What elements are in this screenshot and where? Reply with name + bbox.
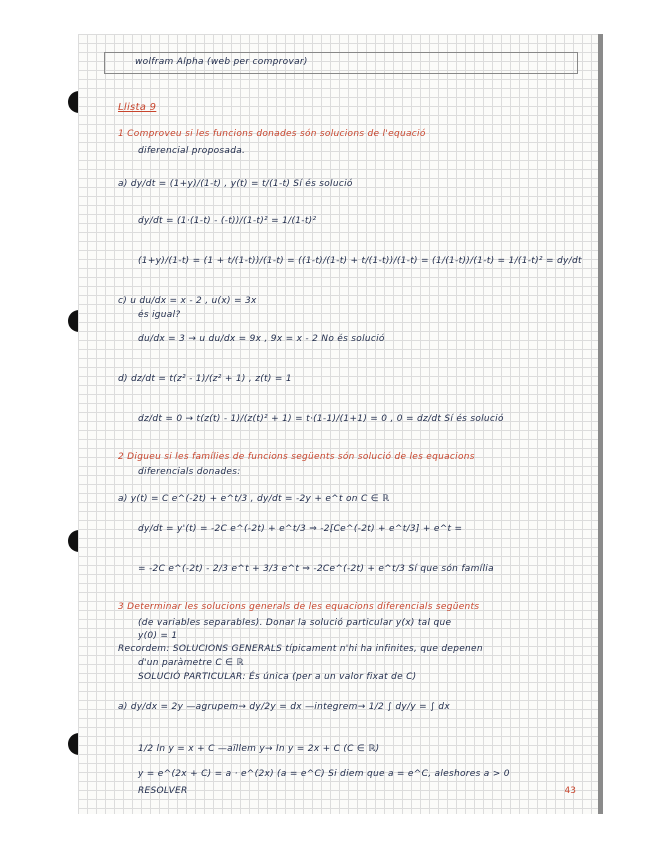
text-line: 2 Digueu si les famílies de funcions següents són solució de les equacions (118, 452, 475, 462)
text-line: y(0) = 1 (138, 631, 178, 641)
text-line: diferencials donades: (138, 467, 241, 477)
page-title: Llista 9 (118, 102, 157, 113)
text-line: dz/dt = 0 → t(z(t) - 1)/(z(t)² + 1) = t·(1-1)/(1+1) = 0 , 0 = dz/dt Sí és solució (138, 414, 504, 424)
text-line: dy/dt = y'(t) = -2C e^(-2t) + e^t/3 ⇒ -2[Ce^(-2t) + e^t/3] + e^t = (138, 524, 463, 534)
text-line: du/dx = 3 → u du/dx = 9x , 9x = x - 2 No és solució (138, 334, 385, 344)
text-line: d'un paràmetre C ∈ ℝ (138, 658, 244, 668)
text-line: c) u du/dx = x - 2 , u(x) = 3x (118, 296, 257, 306)
text-line: y = e^(2x + C) = a · e^(2x) (a = e^C) Si diem que a = e^C, aleshores a > 0 (138, 769, 510, 779)
text-line: (1+y)/(1-t) = (1 + t/(1-t))/(1-t) = ((1-t)/(1-t) + t/(1-t))/(1-t) = (1/(1-t))/(1-t) = 1/(1-t)² = dy/dt (138, 256, 582, 266)
notebook-page (78, 34, 603, 814)
text-line: (de variables separables). Donar la solució particular y(x) tal que (138, 618, 452, 628)
header-box (104, 52, 578, 74)
text-line: SOLUCIÓ PARTICULAR: És única (per a un valor fixat de C) (138, 672, 417, 682)
text-line: 1/2 ln y = x + C —aïllem y→ ln y = 2x + C (C ∈ ℝ) (138, 744, 380, 754)
text-line: a) y(t) = C e^(-2t) + e^t/3 , dy/dt = -2y + e^t on C ∈ ℝ (118, 494, 390, 504)
text-line: 1 Comproveu si les funcions donades són solucions de l'equació (118, 129, 426, 139)
header-text: wolfram Alpha (web per comprovar) (135, 57, 308, 67)
text-line: d) dz/dt = t(z² - 1)/(z² + 1) , z(t) = 1 (118, 374, 292, 384)
text-line: Recordem: SOLUCIONS GENERALS típicament n'hi ha infinites, que depenen (118, 644, 483, 654)
text-line: dy/dt = (1·(1-t) - (-t))/(1-t)² = 1/(1-t)² (138, 216, 317, 226)
text-line: = -2C e^(-2t) - 2/3 e^t + 3/3 e^t ⇒ -2Ce^(-2t) + e^t/3 Sí que són família (138, 564, 494, 574)
text-line: 3 Determinar les solucions generals de les equacions diferencials següents (118, 602, 480, 612)
text-line: a) dy/dt = (1+y)/(1-t) , y(t) = t/(1-t) Sí és solució (118, 179, 353, 189)
page-number: 43 (564, 786, 576, 796)
text-line: RESOLVER (138, 786, 188, 796)
text-line: a) dy/dx = 2y —agrupem→ dy/2y = dx —integrem→ 1/2 ∫ dy/y = ∫ dx (118, 702, 450, 712)
text-line: és igual? (138, 310, 181, 320)
text-line: diferencial proposada. (138, 146, 246, 156)
